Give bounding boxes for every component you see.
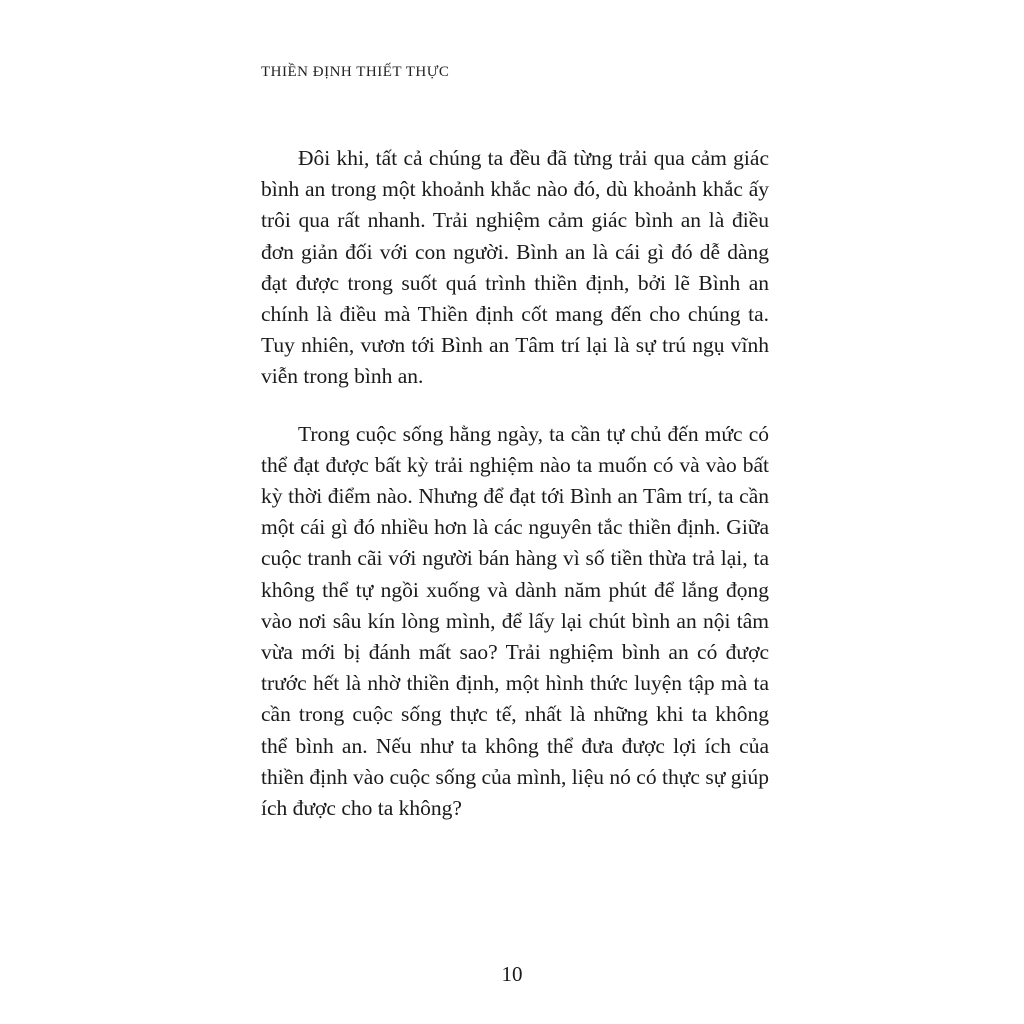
paragraph-1: Đôi khi, tất cả chúng ta đều đã từng trải qua cảm giác bình an trong một khoảnh khắc nào đó, dù khoảnh khắc ấy trôi qua rất nhanh. Trải nghiệm cảm giác bình an là điều đơn giản đối với con người. Bình an là cái gì đó dễ dàng đạt được trong suốt quá trình thiền định, bởi lẽ Bình an chính là điều mà Thiền định cốt mang đến cho chúng ta. Tuy nhiên, vươn tới Bình an Tâm trí lại là sự trú ngụ vĩnh viễn trong bình an. <box>261 146 769 389</box>
running-header: THIỀN ĐỊNH THIẾT THỰC <box>261 64 450 80</box>
body-text <box>261 143 769 824</box>
page-number: 10 <box>501 962 523 986</box>
paragraph-2: Trong cuộc sống hằng ngày, ta cần tự chủ đến mức có thể đạt được bất kỳ trải nghiệm nào ta muốn có và vào bất kỳ thời điểm nào. Nhưng để đạt tới Bình an Tâm trí, ta cần một cái gì đó nhiều hơn là các nguyên tắc thiền định. Giữa cuộc tranh cãi với người bán hàng vì số tiền thừa trả lại, ta không thể tự ngồi xuống và dành năm phút để lắng đọng vào nơi sâu kín lòng mình, để lấy lại chút bình an nội tâm vừa mới bị đánh mất sao? Trải nghiệm bình an có được trước hết là nhờ thiền định, một hình thức luyện tập mà ta cần trong cuộc sống thực tế, nhất là những khi ta không thể bình an. Nếu như ta không thể đưa được lợi ích của thiền định vào cuộc sống của mình, liệu nó có thực sự giúp ích được cho ta không? <box>261 421 769 821</box>
